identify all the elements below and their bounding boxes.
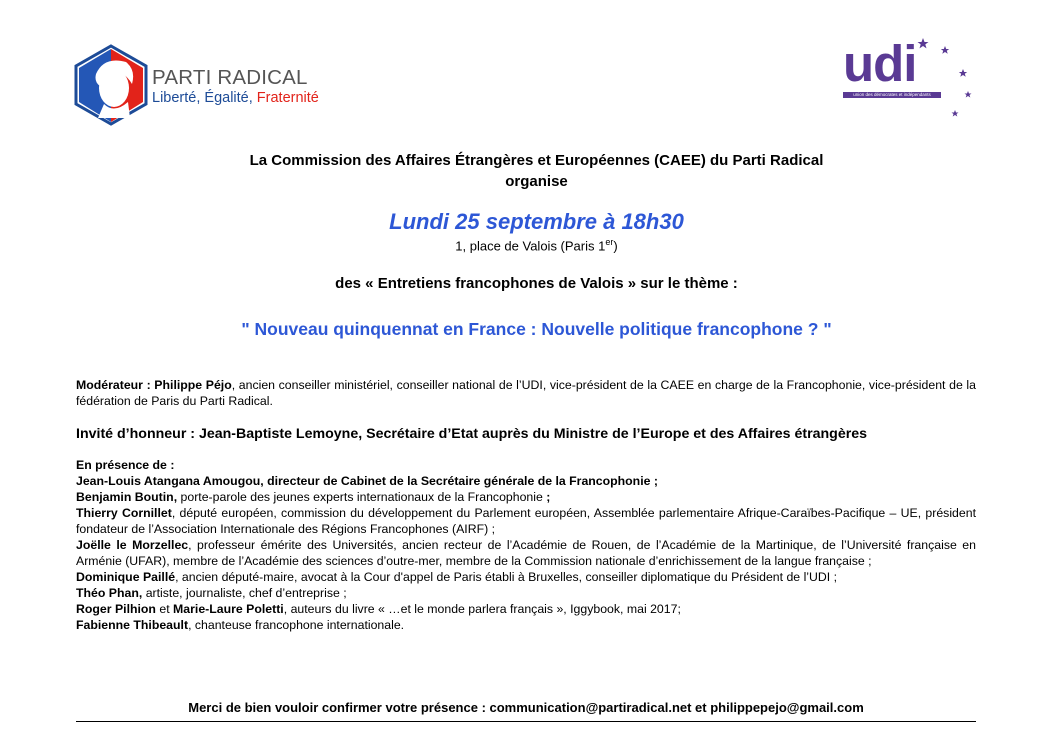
participant-item: Thierry Cornillet, député européen, commission du développement du Parlement européen, Assemblée parlementaire Afrique-Caraïbes-Pacifique – UE, président fondateur de l’Association Internationale des Régions Francophones (AIRF) ; [76,506,976,536]
moderator-paragraph: Modérateur : Philippe Péjo, ancien conseiller ministériel, conseiller national de l’UDI, vice-président de la CAEE en charge de la Francophonie, vice-président de la fédération de Paris du Parti Radical. [76,378,976,408]
parti-radical-name: PARTI RADICAL [152,66,308,89]
rsvp-line: Merci de bien vouloir confirmer votre présence : communication@partiradical.net et philippepejo@gmail.com [188,700,864,715]
heading-line-1: La Commission des Affaires Étrangères et Européennes (CAEE) du Parti Radical [249,152,824,169]
participant-item: Jean-Louis Atangana Amougou, directeur de Cabinet de la Secrétaire générale de la Francophonie ; [76,474,658,488]
heading-line-2: organise [505,173,568,190]
participants-title: En présence de : [76,458,175,472]
participant-item: Benjamin Boutin, porte-parole des jeunes experts internationaux de la Francophonie ; [76,490,551,504]
participant-item: Joëlle le Morzellec, professeur émérite des Universités, ancien recteur de l’Académie de Rouen, de l’Académie de la Martinique, de l’Université française en Arménie (UFAR), membre de l’Académie des sciences d’outre-mer, membre de la Commission nationale d’enrichissement de la langue française ; [76,538,976,568]
event-place: 1, place de Valois (Paris 1er) [455,237,618,254]
event-series: des « Entretiens francophones de Valois » sur le thème : [335,275,738,292]
participant-item: Roger Pilhion et Marie-Laure Poletti, auteurs du livre « …et le monde parlera français », Iggybook, mai 2017; [76,602,681,616]
participant-item: Théo Phan, artiste, journaliste, chef d’entreprise ; [76,586,347,600]
invitation-body [76,377,976,633]
udi-tagline: union des démocrates et indépendants [843,92,941,98]
parti-radical-motto: Liberté, Égalité, Fraternité [152,90,319,106]
invitation-heading [60,150,1013,192]
udi-wordmark: udi [843,35,917,92]
marianne-emblem-icon [74,44,148,126]
participant-item: Fabienne Thibeault, chanteuse francophone internationale. [76,618,405,632]
participant-item: Dominique Paillé, ancien député-maire, avocat à la Cour d'appel de Paris établi à Bruxelles, conseiller diplomatique du Président de l’UDI ; [76,570,838,584]
event-theme: " Nouveau quinquennat en France : Nouvelle politique francophone ? " [241,319,832,339]
footer-divider [76,721,976,722]
guest-of-honour: Invité d’honneur : Jean-Baptiste Lemoyne, Secrétaire d’Etat auprès du Ministre de l’Europe et des Affaires étrangères [76,426,868,442]
event-date: Lundi 25 septembre à 18h30 [389,209,684,234]
